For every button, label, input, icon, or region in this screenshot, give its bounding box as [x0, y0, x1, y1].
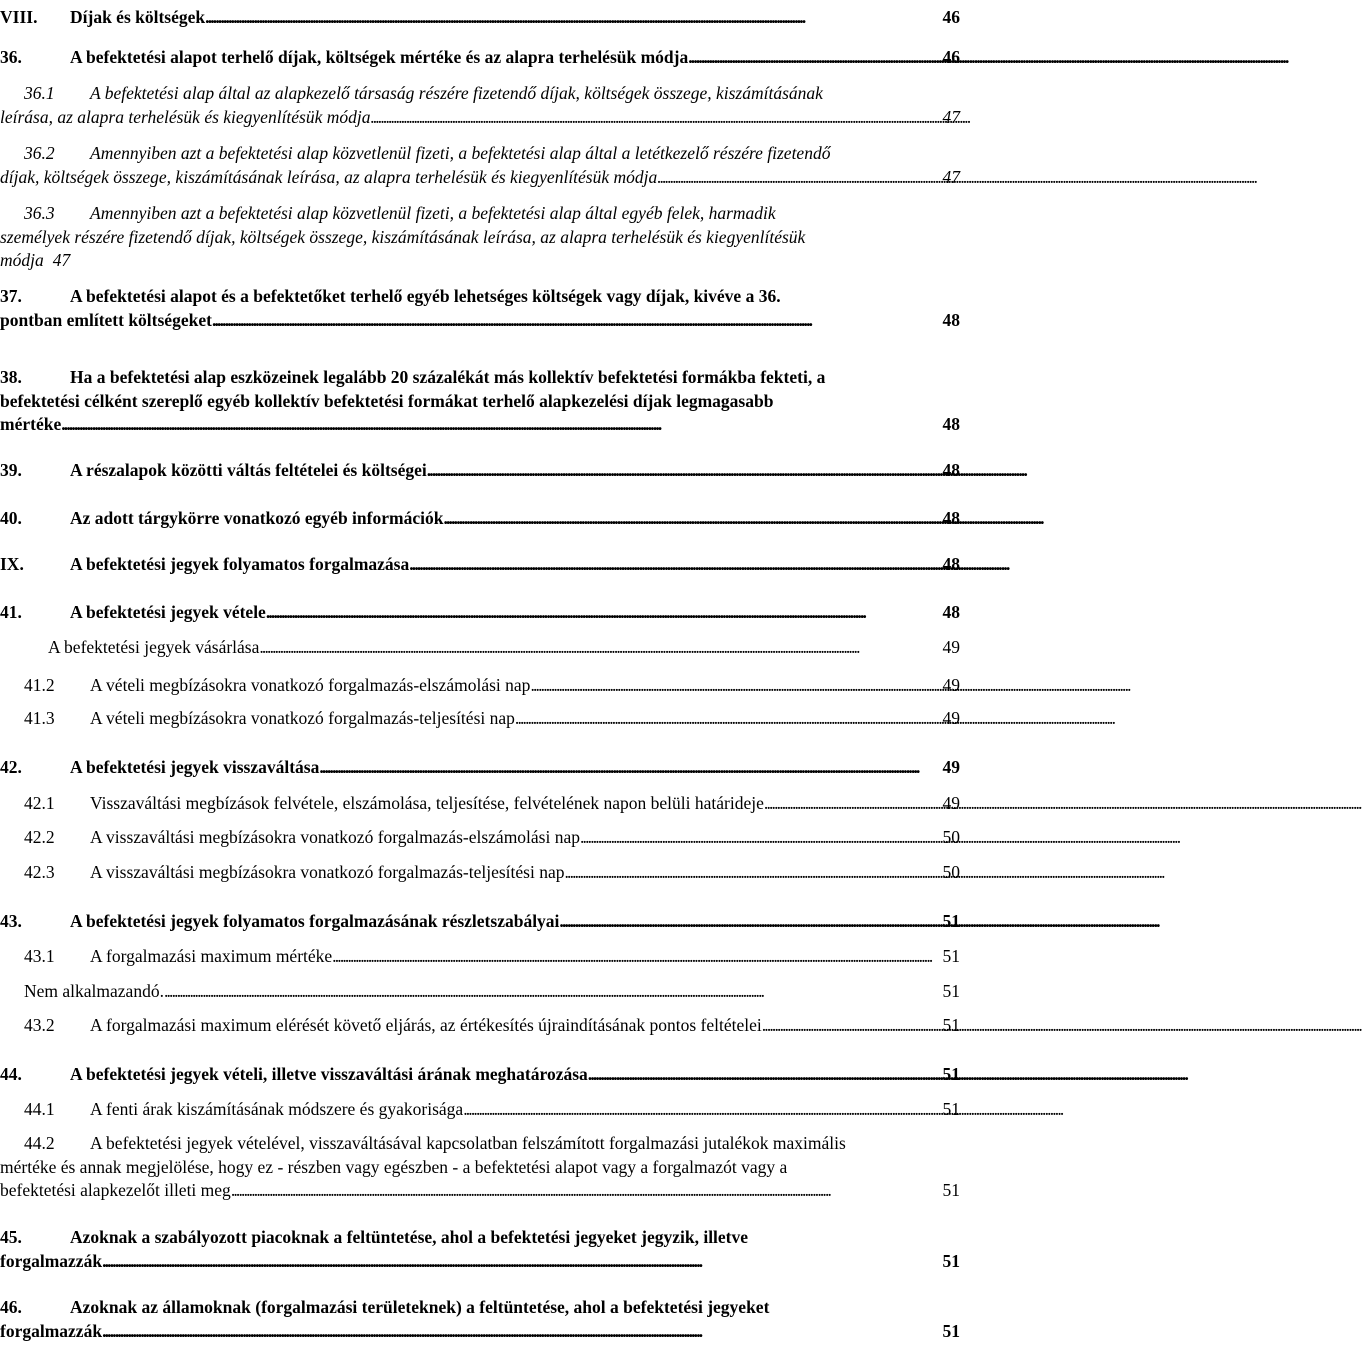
toc-entry-title-line: A befektetési alapot terhelő díjak, költségek mértéke és az alapra terhelésük módja: [70, 47, 689, 67]
toc-page-number: 51: [942, 1180, 960, 1200]
toc-entry-title-line: forgalmazzák: [0, 1320, 103, 1341]
toc-page-number: 50: [942, 827, 960, 847]
toc-page-number: 48: [942, 309, 960, 330]
toc-page-number: 47: [942, 166, 960, 187]
toc-dot-leader: [212, 309, 941, 333]
toc-entry-title-line: A befektetési alapot és a befektetőket terhelő egyéb lehetséges költségek vagy díjak, kivéve a 36.: [70, 286, 781, 306]
toc-entry[interactable]: [0, 507, 960, 531]
toc-page-number: 48: [942, 508, 960, 528]
toc-entry-number: 41.3: [24, 708, 55, 728]
toc-entry[interactable]: [0, 285, 960, 332]
toc-entry-title-line: A befektetési jegyek visszaváltása: [70, 757, 320, 777]
toc-entry-number: 43.: [0, 911, 22, 931]
toc-dot-leader: [762, 1014, 941, 1038]
toc-entry-title-line: A forgalmazási maximum elérését követő eljárás, az értékesítés újraindításának pontos feltételei: [90, 1015, 762, 1035]
toc-entry-number: 36.2: [24, 143, 55, 163]
toc-entry-title-line: A befektetési jegyek vételi, illetve visszaváltási árának meghatározása: [70, 1064, 588, 1084]
toc-dot-leader: [443, 507, 940, 531]
toc-dot-leader: [61, 413, 940, 437]
toc-entry-number: 45.: [0, 1227, 22, 1247]
toc-entry[interactable]: [48, 636, 960, 660]
toc-dot-leader: [371, 106, 941, 130]
toc-entry-number: 43.2: [24, 1015, 55, 1035]
toc-entry-title-line: Visszaváltási megbízások felvétele, elszámolása, teljesítése, felvételének napon belüli határideje: [90, 793, 764, 813]
toc-entry-title-line: forgalmazzák: [0, 1250, 103, 1271]
toc-entry[interactable]: [0, 601, 960, 625]
toc-entry[interactable]: [0, 910, 960, 934]
toc-page-number: 49: [942, 793, 960, 813]
toc-entry-number: 42.3: [24, 862, 55, 882]
toc-dot-leader: [564, 861, 940, 885]
toc-entry[interactable]: [0, 366, 960, 437]
toc-entry-number: 42.1: [24, 793, 55, 813]
toc-entry-title-line: A forgalmazási maximum mértéke: [90, 946, 333, 966]
toc-dot-leader: [463, 1098, 940, 1122]
toc-page-number: 51: [942, 1250, 960, 1271]
toc-page-number: 48: [942, 602, 960, 622]
toc-entry-title-line: A vételi megbízásokra vonatkozó forgalmazás-elszámolási nap: [90, 675, 531, 695]
toc-entry-title-line: Azoknak a szabályozott piacoknak a feltüntetése, ahol a befektetési jegyeket jegyzik, illetve: [70, 1227, 749, 1247]
toc-entry-number: 38.: [0, 367, 22, 387]
toc-dot-leader: [409, 553, 940, 577]
toc-page-number: 48: [942, 554, 960, 574]
toc-entry-title-line: mértéke és annak megjelölése, hogy ez - részben vagy egészben - a befektetési alapot vagy a forgalmazót vagy a: [0, 1156, 788, 1177]
toc-entry[interactable]: [0, 459, 960, 483]
toc-entry-title-line: A befektetési jegyek vétele: [70, 602, 266, 622]
toc-entry-number: 42.2: [24, 827, 55, 847]
toc-entry[interactable]: [24, 980, 960, 1004]
toc-page-number: 47: [942, 106, 960, 127]
toc-dot-leader: [515, 707, 941, 731]
toc-entry-title-line: befektetési alapkezelőt illeti meg: [0, 1180, 231, 1200]
toc-entry[interactable]: [0, 202, 960, 273]
toc-entry[interactable]: [0, 142, 960, 189]
toc-entry-title-line: pontban említett költségeket: [0, 309, 212, 330]
toc-entry-number: IX.: [0, 554, 24, 574]
toc-dot-leader: [102, 1250, 940, 1274]
toc-entry-title-line: A befektetési jegyek vételével, visszaváltásával kapcsolatban felszámított forgalmazási jutalékok maximális: [90, 1133, 846, 1153]
toc-entry-title-line: Az adott tárgykörre vonatkozó egyéb információk: [70, 508, 444, 528]
toc-page-number: 51: [942, 981, 960, 1001]
toc-page-number: 48: [942, 460, 960, 480]
toc-entry[interactable]: [0, 1132, 960, 1203]
toc-entry-title-line: Díjak és költségek: [70, 7, 206, 27]
toc-entry-number: 36.3: [24, 203, 55, 223]
toc-dot-leader: [332, 945, 940, 969]
toc-entry-number: 40.: [0, 508, 22, 528]
toc-page-number: 51: [942, 946, 960, 966]
toc-entry[interactable]: [0, 1296, 960, 1343]
toc-dot-leader: [530, 674, 940, 698]
toc-entry[interactable]: [0, 756, 960, 780]
toc-entry-number: VIII.: [0, 7, 38, 27]
toc-dot-leader: [559, 910, 940, 934]
toc-entry-number: 42.: [0, 757, 22, 777]
toc-entry-number: 36.: [0, 47, 22, 67]
toc-dot-leader: [266, 601, 941, 625]
toc-dot-leader: [657, 166, 940, 190]
toc-page-number: 50: [942, 862, 960, 882]
toc-entry[interactable]: [24, 674, 960, 698]
toc-entry[interactable]: [0, 46, 960, 70]
toc-entry-title-line: A befektetési jegyek folyamatos forgalmazásának részletszabályai: [70, 911, 560, 931]
toc-entry-title-line: díjak, költségek összege, kiszámításának leírása, az alapra terhelésük és kiegyenlítésük módja: [0, 166, 658, 187]
toc-entry[interactable]: [24, 826, 960, 850]
toc-entry[interactable]: [24, 792, 960, 816]
toc-entry[interactable]: [24, 707, 960, 731]
toc-entry-number: 44.: [0, 1064, 22, 1084]
toc-entry[interactable]: [0, 1063, 960, 1087]
toc-dot-leader: [764, 792, 941, 816]
toc-entry-title-line: személyek részére fizetendő díjak, költségek összege, kiszámításának leírása, az alapra terhelésük és kiegyenlítésük: [0, 226, 806, 247]
toc-entry-title-line: A fenti árak kiszámításának módszere és gyakorisága: [90, 1099, 464, 1119]
toc-entry-number: 39.: [0, 460, 22, 480]
toc-page-number: 51: [942, 1015, 960, 1035]
toc-dot-leader: [319, 756, 940, 780]
toc-entry[interactable]: [0, 82, 960, 129]
toc-entry[interactable]: [0, 6, 960, 30]
toc-dot-leader: [259, 636, 940, 660]
toc-dot-leader: [231, 1179, 941, 1203]
toc-page-number: 48: [942, 414, 960, 434]
toc-page-number: 51: [942, 1064, 960, 1084]
toc-entry-title-line: módja: [0, 250, 44, 270]
toc-entry-title-line: Ha a befektetési alap eszközeinek legalább 20 százalékát más kollektív befektetési formákba fekteti, a: [70, 367, 826, 387]
toc-entry-title-line: mértéke: [0, 414, 62, 434]
toc-page-number: 51: [942, 911, 960, 931]
toc-entry-title-line: A vételi megbízásokra vonatkozó forgalmazás-teljesítési nap: [90, 708, 515, 728]
toc-entry-title-line: leírása, az alapra terhelésük és kiegyenlítésük módja: [0, 106, 371, 127]
toc-page-number: 47: [52, 250, 71, 270]
toc-entry[interactable]: [24, 1014, 960, 1038]
toc-entry-title-line: befektetési célként szereplő egyéb kollektív befektetési formákat terhelő alapkezelési díjak legmagasabb: [0, 390, 774, 411]
toc-dot-leader: [580, 826, 941, 850]
toc-page-number: 51: [942, 1099, 960, 1119]
toc-entry-number: 41.: [0, 602, 22, 622]
toc-page-number: 46: [942, 47, 960, 67]
toc-dot-leader: [205, 6, 940, 30]
toc-page-number: 49: [942, 675, 960, 695]
toc-entry-number: 43.1: [24, 946, 55, 966]
toc-entry[interactable]: [0, 553, 960, 577]
toc-dot-leader: [588, 1063, 941, 1087]
toc-entry-number: 44.2: [24, 1133, 55, 1153]
toc-entry-title-line: Amennyiben azt a befektetési alap közvetlenül fizeti, a befektetési alap által a letétkezelő részére fizetendő: [90, 143, 831, 163]
toc-entry-title-line: Amennyiben azt a befektetési alap közvetlenül fizeti, a befektetési alap által egyéb felek, harmadik: [90, 203, 776, 223]
toc-entry-title-line: A befektetési jegyek folyamatos forgalmazása: [70, 554, 410, 574]
toc-page-number: 49: [942, 757, 960, 777]
toc-dot-leader: [688, 46, 940, 70]
toc-entry-title-line: A befektetési jegyek vásárlása: [48, 637, 260, 657]
toc-entry-number: 36.1: [24, 83, 55, 103]
toc-entry-title-line: A visszaváltási megbízásokra vonatkozó forgalmazás-elszámolási nap: [90, 827, 580, 847]
toc-dot-leader: [102, 1320, 940, 1344]
toc-entry-title-line: A részalapok közötti váltás feltételei és költségei: [70, 460, 427, 480]
toc-entry-number: 41.2: [24, 675, 55, 695]
toc-entry-title-line: Nem alkalmazandó.: [24, 981, 164, 1001]
toc-entry-title-line: A befektetési alap által az alapkezelő társaság részére fizetendő díjak, költségek összege, kiszámításának: [90, 83, 823, 103]
toc-dot-leader: [427, 459, 941, 483]
toc-entry-number: 46.: [0, 1297, 22, 1317]
toc-entry[interactable]: [24, 861, 960, 885]
toc-page-number: 46: [942, 7, 960, 27]
toc-page-number: 51: [942, 1320, 960, 1341]
toc-entry-title-line: A visszaváltási megbízásokra vonatkozó forgalmazás-teljesítési nap: [90, 862, 565, 882]
toc-entry-number: 37.: [0, 286, 22, 306]
toc-entry-number: 44.1: [24, 1099, 55, 1119]
toc-entry[interactable]: [0, 1226, 960, 1273]
toc-entry-title-line: Azoknak az államoknak (forgalmazási területeknek) a feltüntetése, ahol a befektetési jegyeket: [70, 1297, 770, 1317]
toc-entry[interactable]: [24, 1098, 960, 1122]
toc-dot-leader: [164, 980, 941, 1004]
toc-page-number: 49: [942, 708, 960, 728]
toc-entry[interactable]: [24, 945, 960, 969]
toc-page-number: 49: [942, 637, 960, 657]
